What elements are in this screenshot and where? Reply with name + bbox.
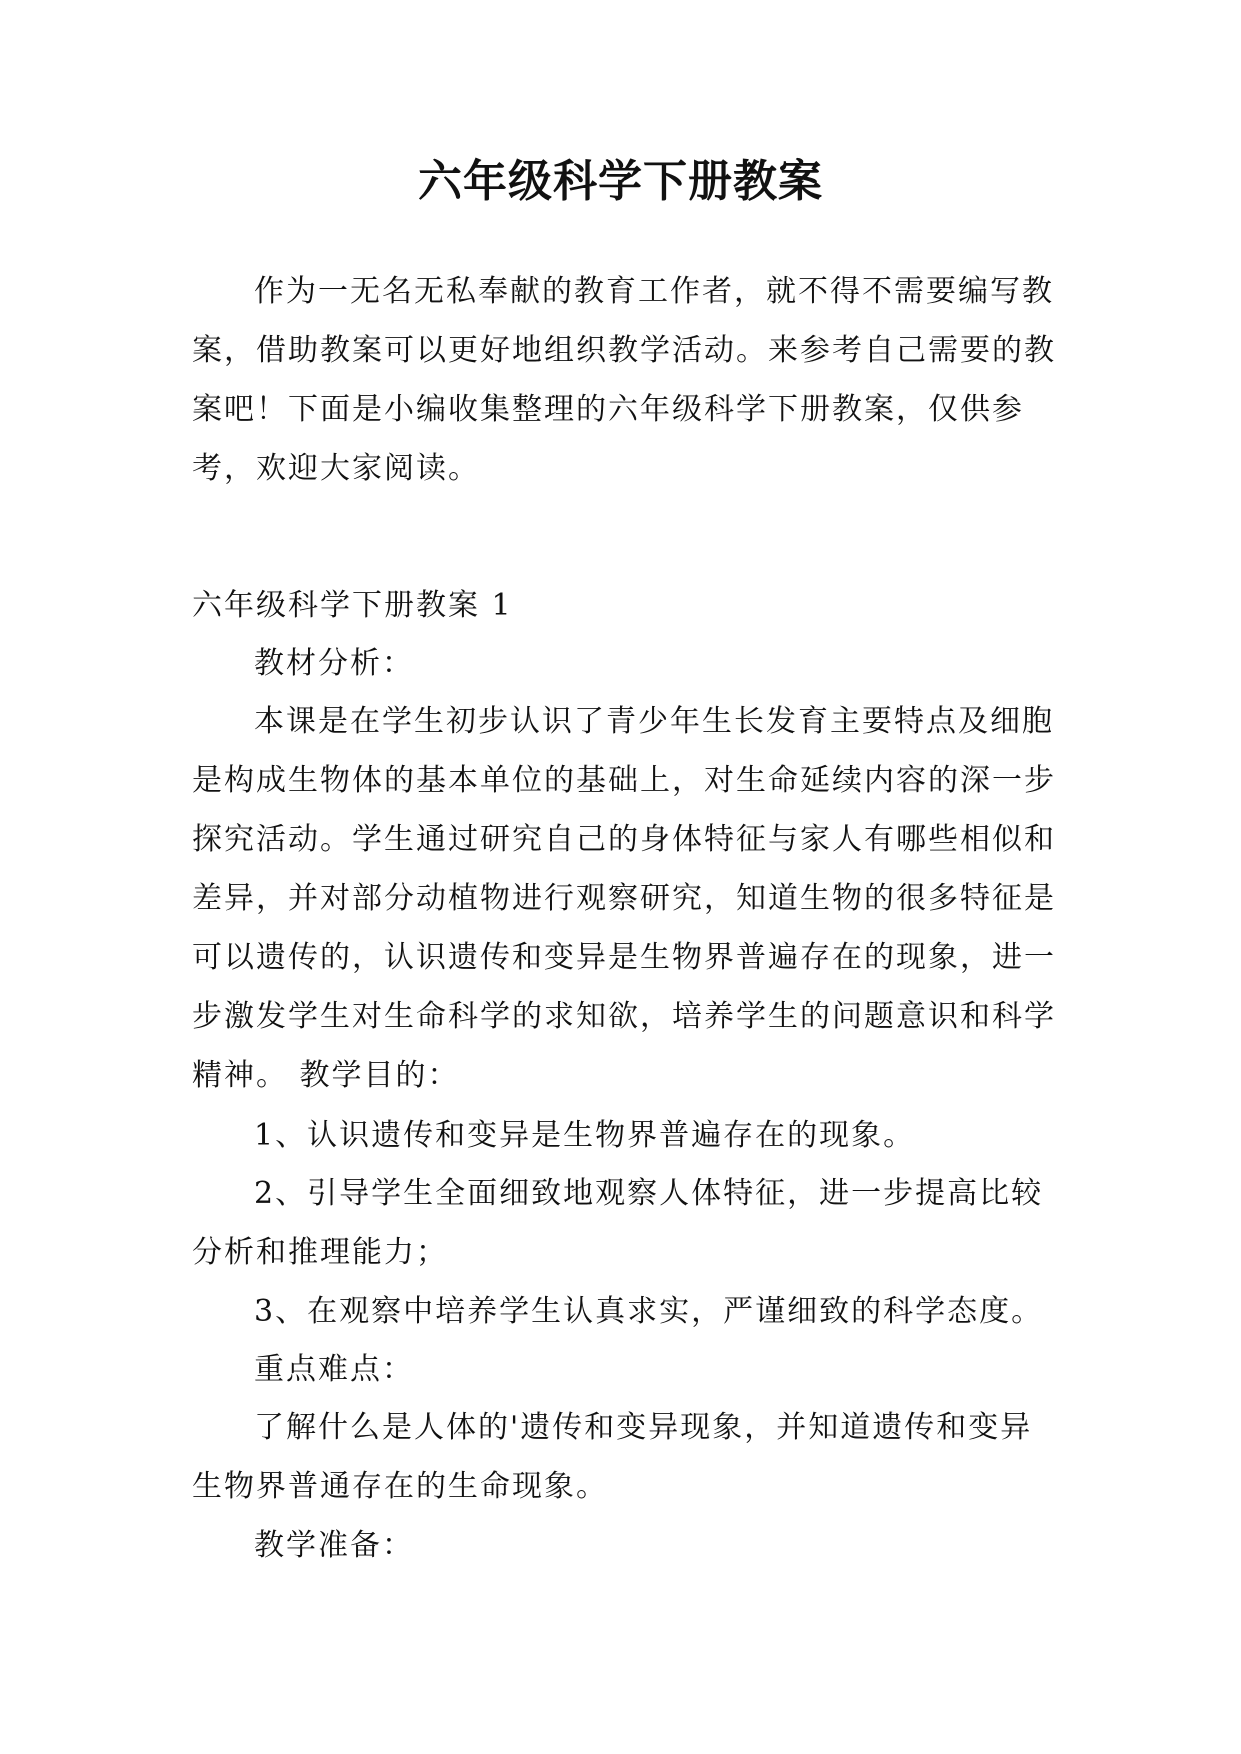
section-heading: 六年级科学下册教案 1: [192, 588, 513, 623]
analysis-label: 教材分析：: [254, 646, 414, 681]
analysis-paragraph: 本课是在学生初步认识了青少年生长发育主要特点及细胞是构成生物体的基本单位的基础上，对生命延续内容的深一步探究活动。学生通过研究自己的身体特征与家人有哪些相似和差异，并对部分动植物进行观察研究，知道生物的很多特征是可以遗传的，认识遗传和变异是生物界普遍存在的现象，进一步激发学生对生命科学的求知欲，培养学生的问题意识和科学精神。 教学目的：: [192, 704, 1056, 1093]
keypoints-paragraph: 了解什么是人体的'遗传和变异现象，并知道遗传和变异生物界普通存在的生命现象。: [192, 1410, 1033, 1504]
goal-item-3: 3、在观察中培养学生认真求实，严谨细致的科学态度。: [254, 1294, 1044, 1329]
intro-paragraph: 作为一无名无私奉献的教育工作者，就不得不需要编写教案，借助教案可以更好地组织教学活动。来参考自己需要的教案吧！下面是小编收集整理的六年级科学下册教案，仅供参考，欢迎大家阅读。: [192, 274, 1056, 486]
preparation-label: 教学准备：: [254, 1528, 414, 1563]
goal-item-1: 1、认识遗传和变异是生物界普遍存在的现象。: [254, 1118, 916, 1153]
goal-item-2: 2、引导学生全面细致地观察人体特征，进一步提高比较分析和推理能力；: [192, 1176, 1044, 1270]
document-title: 六年级科学下册教案: [418, 156, 823, 207]
keypoints-label: 重点难点：: [254, 1352, 414, 1387]
